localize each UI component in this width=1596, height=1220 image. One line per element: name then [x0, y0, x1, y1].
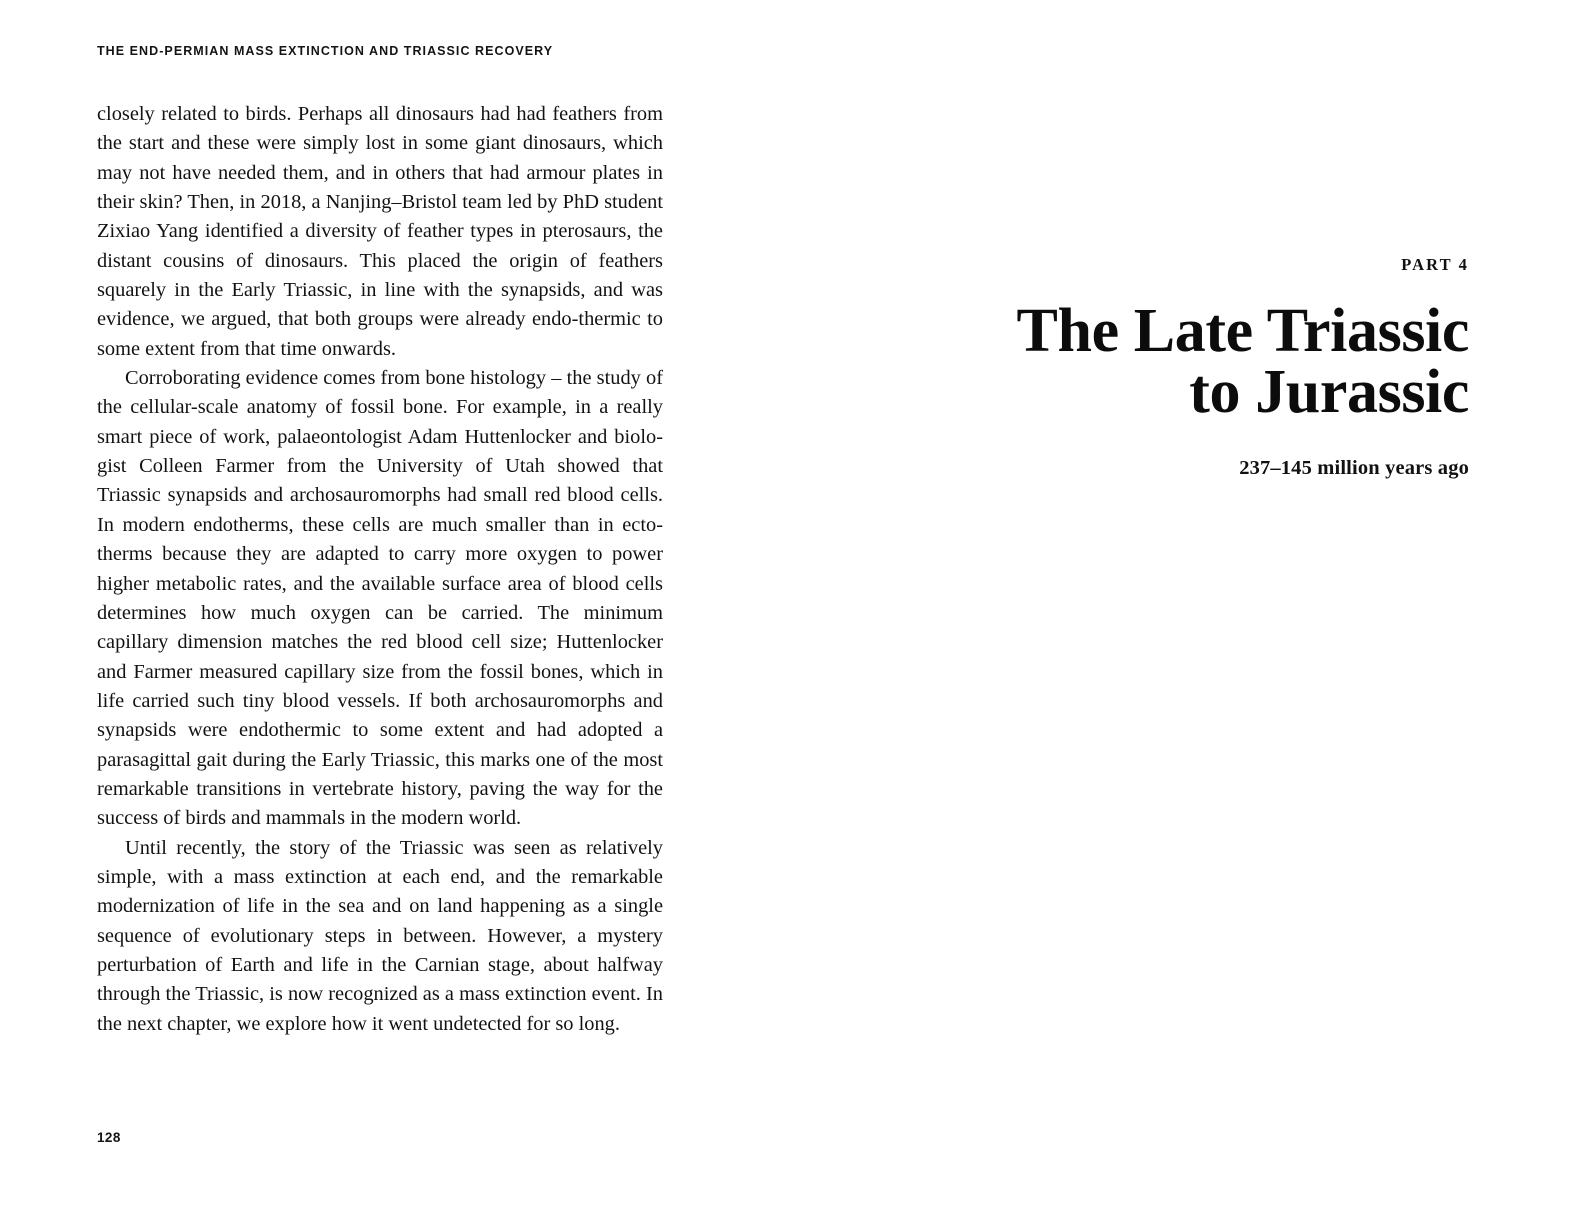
- body-text-column: [97, 100, 663, 1039]
- paragraph: closely related to birds. Perhaps all dinosaurs had had feathers from the start and these were simply lost in some giant dinosaurs, which may not have needed them, and in others that had armour plates in their skin? Then, in 2018, a Nanjing–Bristol team led by PhD student Zixiao Yang identified a diversity of feather types in pterosaurs, the distant cousins of dinosaurs. This placed the origin of feathers squarely in the Early Triassic, in line with the synapsids, and was evidence, we argued, that both groups were already endo-thermic to some extent from that time onwards.: [97, 103, 663, 360]
- paragraph: Until recently, the story of the Triassic was seen as relatively simple, with a mass extinction at each end, and the remarkable modernization of life in the sea and on land happening as a single sequence of evolutionary steps in between. However, a mystery perturbation of Earth and life in the Carnian stage, about halfway through the Triassic, is now recognized as a mass extinction event. In the next chapter, we explore how it went undetected for so long.: [97, 836, 663, 1035]
- part-title-block: [849, 255, 1469, 480]
- part-label: PART 4: [1401, 255, 1469, 274]
- part-title: [849, 297, 1469, 426]
- recto-part-title-page: [760, 0, 1596, 1220]
- running-head: THE END-PERMIAN MASS EXTINCTION AND TRIASSIC RECOVERY: [97, 44, 554, 58]
- part-title-line-1: The Late Triassic: [1016, 297, 1469, 365]
- verso-page: [0, 0, 760, 1220]
- part-title-line-2: to Jurassic: [1189, 358, 1469, 426]
- page-number: 128: [97, 1130, 121, 1145]
- paragraph: Corroborating evidence comes from bone histology – the study of the cellular-scale anatomy of fossil bone. For example, in a really smart piece of work, palaeontologist Adam Huttenlocker and biolo-gist Colleen Farmer from the University of Utah showed that Triassic synapsids and archosauromorphs had small red blood cells. In modern endotherms, these cells are much smaller than in ecto-therms because they are adapted to carry more oxygen to power higher metabolic rates, and the available surface area of blood cells determines how much oxygen can be carried. The minimum capillary dimension matches the red blood cell size; Huttenlocker and Farmer measured capillary size from the fossil bones, which in life carried such tiny blood vessels. If both archosauromorphs and synapsids were endothermic to some extent and had adopted a parasagittal gait during the Early Triassic, this marks one of the most remarkable transitions in vertebrate history, paving the way for the success of birds and mammals in the modern world.: [97, 367, 663, 830]
- part-date-range: 237–145 million years ago: [1239, 457, 1469, 479]
